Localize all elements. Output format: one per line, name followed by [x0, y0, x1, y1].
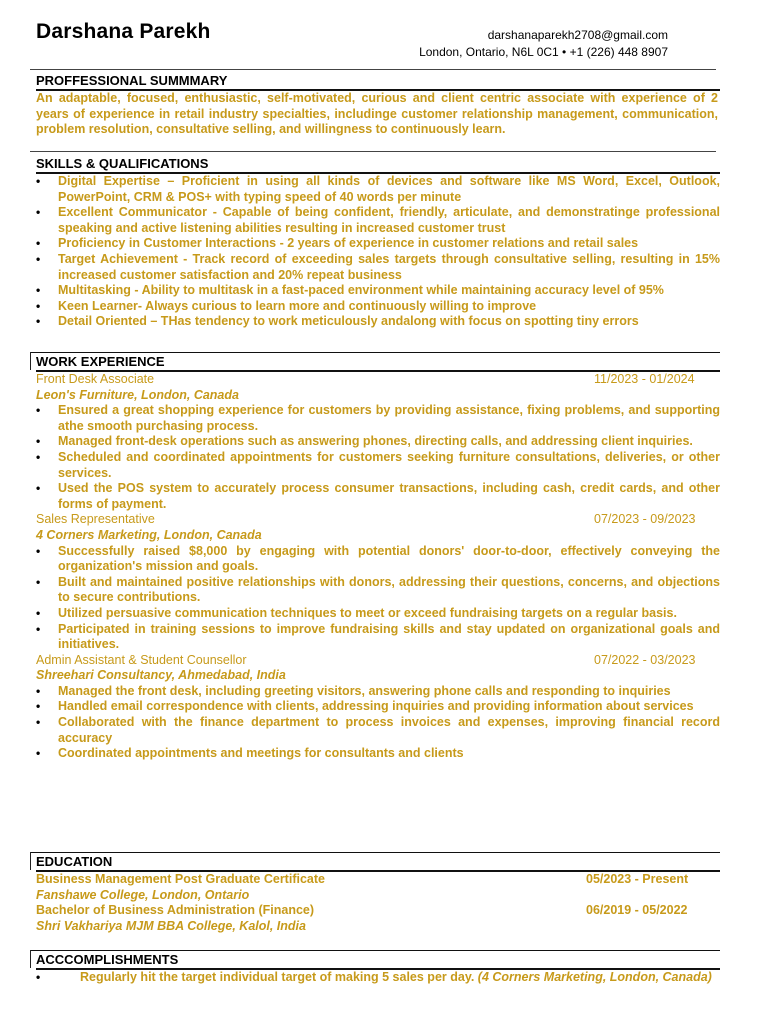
- skills-title: SKILLS & QUALIFICATIONS: [36, 156, 209, 171]
- accomplishments-title: ACCCOMPLISHMENTS: [36, 952, 179, 967]
- degree-name: Business Management Post Graduate Certificate: [36, 872, 325, 886]
- job-role: Front Desk Associate: [36, 372, 155, 386]
- list-item: • Multitasking - Ability to multitask in a fast-paced environment while maintaining accuracy level of 95%: [30, 283, 720, 299]
- education-dates: 05/2023 - Present: [586, 872, 689, 886]
- header-divider: [30, 69, 716, 70]
- job-dates: 07/2023 - 09/2023: [594, 512, 696, 527]
- left-margin-mark: [30, 950, 31, 968]
- job-header: [30, 512, 720, 528]
- list-item: • Built and maintained positive relationships with donors, addressing their questions, concerns, and objections to secure contributions.: [30, 575, 720, 606]
- job-company: Leon's Furniture, London, Canada: [36, 387, 239, 402]
- list-item: • Digital Expertise – Proficient in using all kinds of devices and software like MS Word, Excel, Outlook, PowerPoint, CRM & POS+ with typing speed of 40 words per minute: [30, 174, 720, 205]
- accomplishment-source: (4 Corners Marketing, London, Canada): [477, 970, 712, 984]
- experience-title: WORK EXPERIENCE: [36, 354, 165, 369]
- job-dates: 11/2023 - 01/2024: [594, 372, 695, 386]
- accomplishments-section: [30, 950, 720, 986]
- skills-list: [30, 174, 720, 330]
- school-name: Fanshawe College, London, Ontario: [36, 887, 250, 902]
- education-entry: [30, 903, 720, 919]
- list-item: • Handled email correspondence with clients, addressing inquiries and providing information about services: [30, 699, 720, 715]
- job-role: Sales Representative: [36, 512, 155, 527]
- accomplishment-text: Regularly hit the target individual target of making 5 sales per day.: [80, 970, 475, 984]
- job-role: Admin Assistant & Student Counsellor: [36, 652, 247, 667]
- left-margin-mark: [30, 852, 31, 870]
- education-section: [30, 852, 720, 934]
- email-text: darshanaparekh2708@gmail.com: [487, 28, 668, 42]
- summary-title: PROFFESSIONAL SUMMMARY: [36, 73, 228, 88]
- job-bullets: [30, 684, 720, 762]
- list-item: • Successfully raised $8,000 by engaging with potential donors' door-to-door, effectively conveying the organization's mission and goals.: [30, 544, 720, 575]
- list-item: • Excellent Communicator - Capable of being confident, friendly, articulate, and demonstratinge professional speaking and active listening abilities resulting in increased customer trust: [30, 205, 720, 236]
- education-entry: [30, 872, 720, 888]
- list-item: • Managed front-desk operations such as answering phones, directing calls, and addressing client inquiries.: [30, 434, 720, 450]
- list-item: [30, 970, 720, 986]
- job-header: [30, 653, 720, 669]
- summary-divider: [30, 151, 716, 152]
- list-item: • Utilized persuasive communication techniques to meet or exceed fundraising targets on a regular basis.: [30, 606, 720, 622]
- list-item: • Managed the front desk, including greeting visitors, answering phone calls and responding to inquiries: [30, 684, 720, 700]
- summary-text: An adaptable, focused, enthusiastic, self-motivated, curious and client centric associate with experience of 2 years of experience in retail industry specialties, includinge customer relationship management, communication, problem resolution, consultative selling, and willingness to continuously learn.: [36, 91, 718, 137]
- experience-section: [30, 352, 720, 762]
- list-item: • Coordinated appointments and meetings for consultants and clients: [30, 746, 720, 762]
- job-company: Shreehari Consultancy, Ahmedabad, India: [36, 668, 286, 683]
- left-margin-mark: [30, 352, 31, 370]
- school-name: Shri Vakhariya MJM BBA College, Kalol, India: [36, 918, 306, 933]
- list-item: • Scheduled and coordinated appointments for customers seeking furniture consultations, deliveries, or other services.: [30, 450, 720, 481]
- candidate-name: Darshana Parekh: [36, 20, 211, 43]
- list-item: • Target Achievement - Track record of exceeding sales targets through consultative selling, resulting in 15% increased customer satisfaction and 20% repeat business: [30, 252, 720, 283]
- list-item: • Detail Oriented – THas tendency to work meticulously andalong with focus on spotting tiny errors: [30, 314, 720, 330]
- list-item: • Collaborated with the finance department to process invoices and expenses, improving financial record accuracy: [30, 715, 720, 746]
- list-item: • Used the POS system to accurately process consumer transactions, including cash, credit cards, and other forms of payment.: [30, 481, 720, 512]
- degree-name: Bachelor of Business Administration (Finance): [36, 903, 315, 918]
- education-dates: 06/2019 - 05/2022: [586, 903, 688, 918]
- list-item: • Proficiency in Customer Interactions - 2 years of experience in customer relations and retail sales: [30, 236, 720, 252]
- skills-section: [30, 155, 720, 330]
- list-item: • Keen Learner- Always curious to learn more and continuously willing to improve: [30, 299, 720, 315]
- contact-block: [419, 27, 668, 61]
- list-item: • Ensured a great shopping experience for customers by providing assistance, fixing problems, and supporting athe smooth purchasing process.: [30, 403, 720, 434]
- job-dates: 07/2022 - 03/2023: [594, 652, 696, 667]
- job-bullets: [30, 544, 720, 653]
- job-bullets: [30, 403, 720, 512]
- address-phone-text: London, Ontario, N6L 0C1 • +1 (226) 448 8907: [419, 45, 668, 59]
- job-header: [30, 372, 720, 388]
- accomplishments-list: [30, 970, 720, 986]
- job-company: 4 Corners Marketing, London, Canada: [36, 527, 262, 542]
- education-title: EDUCATION: [36, 854, 113, 869]
- summary-section: [30, 72, 720, 138]
- list-item: • Participated in training sessions to improve fundraising skills and stay updated on organizational goals and initiatives.: [30, 622, 720, 653]
